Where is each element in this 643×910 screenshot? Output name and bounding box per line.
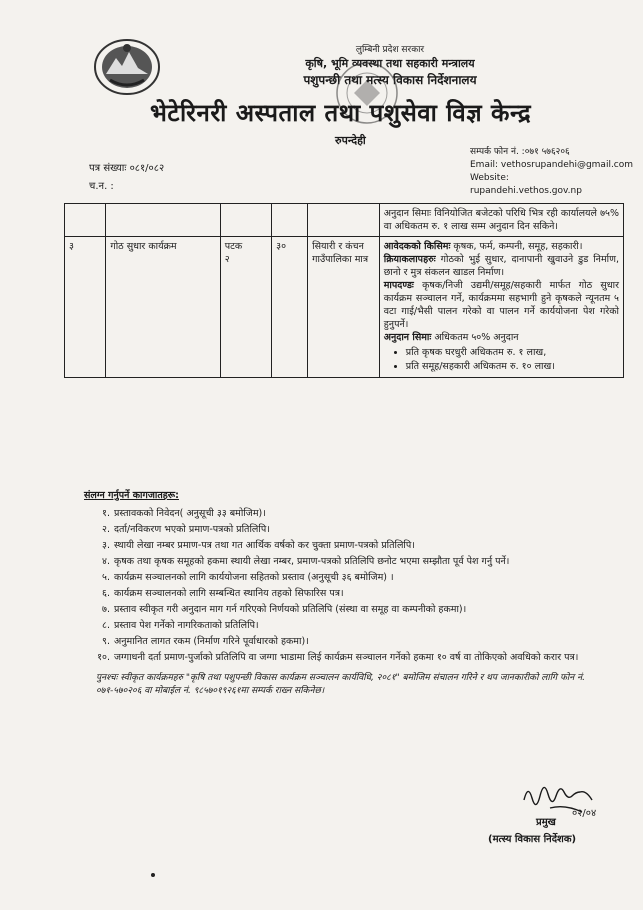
contact-block	[470, 146, 640, 198]
signature-icon	[520, 778, 600, 818]
list-item: २. दर्ता/नविकरण भएको प्रमाण-पत्रको प्रतिलिपि।	[102, 524, 270, 535]
list-item: ३. स्थायी लेखा नम्बर प्रमाण-पत्र तथा गत आर्थिक वर्षको कर चुक्ता प्रमाण-पत्रको प्रतिलिपि।	[102, 540, 415, 551]
contact-website[interactable]: rupandehi.vethos.gov.np	[470, 186, 582, 196]
list-item: ४. कृषक तथा कृषक समूहको हकमा स्थायी लेखा नम्बर, प्रमाण-पत्रको प्रतिलिपि छनोट भएमा सम्झौता पूर्व पेश गर्नु पर्ने।	[102, 556, 510, 567]
ink-dot	[151, 873, 155, 877]
unit-cell	[220, 237, 271, 378]
list-item: ९. अनुमानित लागत रकम (निर्माण गरिने पूर्वाधारको हकमा)।	[102, 636, 309, 647]
limit-label: अनुदान सिमाः	[383, 332, 432, 343]
grant-limit-text: अनुदान सिमाः विनियोजित बजेटको परिधि भित्र रही कार्यालयले ७५% वा अधिकतम रु. १ लाख सम्म अनुदान दिन सकिने।	[383, 208, 619, 232]
serial-number: ३	[65, 237, 106, 378]
activities-text: गोठको भुई सुधार, दानापानी खुवाउने डुड निर्माण, छानो र मुत्र संकलन खाडल निर्माण।	[383, 254, 619, 278]
contact-email[interactable]: Email: vethosrupandehi@gmail.com	[470, 160, 634, 170]
signature-date: ०२/०४	[572, 808, 597, 818]
grant-limit-cell	[379, 204, 623, 237]
list-item: १०. जग्गाधनी दर्ता प्रमाण-पुर्जाको प्रतिलिपि वा जग्गा भाडामा लिई कार्यक्रम सञ्चालन गर्नेको हकमा १० वर्ष वा तोकिएको अवधिको करार पत्र।	[97, 652, 579, 663]
applicant-label: आवेदकको किसिमः	[383, 241, 451, 252]
list-item: • प्रति समूह/सहकारी अधिकतम रु. १० लाख।	[406, 360, 619, 373]
activities	[384, 253, 619, 279]
limit-text: अधिकतम ५०% अनुदान	[434, 332, 519, 343]
table-row	[65, 237, 624, 378]
documents-title: संलग्न गर्नुपर्ने कागजातहरू:	[84, 490, 179, 501]
signatory-title: प्रमुख	[536, 817, 556, 828]
government-name: लुम्बिनी प्रदेश सरकार	[355, 45, 425, 55]
list-item: ८. प्रस्ताव पेश गर्नेको नागरिकताको प्रतिलिपि।	[102, 620, 259, 631]
ministry-name: कृषि, भूमि व्यवस्था तथा सहकारी मन्त्रालय	[305, 57, 475, 70]
program-details	[379, 237, 623, 378]
grant-limit	[384, 331, 619, 344]
list-item: १. प्रस्तावकको निवेदन( अनुसूची ३३ बमोजिम)।	[102, 508, 266, 519]
program-name: गोठ सुधार कार्यक्रम	[106, 237, 220, 378]
applicant-type	[384, 240, 619, 253]
reference-block	[89, 160, 164, 196]
signatory-office: (मत्स्य विकास निर्देशक)	[488, 834, 577, 845]
criteria-label: मापदण्डः	[383, 280, 414, 291]
quantity: ३०	[272, 237, 308, 378]
unit-label: पटक	[224, 241, 243, 252]
limit-list	[384, 346, 619, 373]
program-area: सियारी र कंचन गाउँपालिका मात्र	[308, 237, 380, 378]
criteria	[384, 279, 619, 331]
list-item: • प्रति कृषक घरधुरी अधिकतम रु. १ लाख,	[406, 346, 619, 359]
unit-count: २	[224, 254, 230, 265]
website-label: Website:	[470, 173, 509, 183]
letter-number: पत्र संख्याः ०८१/०८२	[89, 163, 165, 174]
table-row	[65, 204, 624, 237]
list-item: ५. कार्यक्रम सञ्चालनको लागि कार्ययोजना सहितको प्रस्ताव (अनुसूची ३६ बमोजिम) ।	[102, 572, 394, 583]
list-item: ७. प्रस्ताव स्वीकृत गरी अनुदान माग गर्न गरिएको निर्णयको प्रतिलिपि (संस्था वा समूह वा कम्पनीको हकमा)।	[102, 604, 467, 615]
criteria-text: कृषक/निजी उद्यमी/समूह/सहकारी मार्फत गोठ सुधार कार्यक्रम सञ्चालन गर्ने, कार्यक्रममा सहभागी हुने कृषकले न्यूनतम ५ वटा गाई/भैसी पालन गरेको वा पालन गर्ने कार्ययोजना पेश गरेको हुनुपर्ने।	[383, 280, 619, 330]
contact-phone: सम्पर्क फोन नं. :०७१ ५७६२०६	[470, 147, 570, 157]
nepal-emblem-icon	[92, 38, 162, 96]
applicant-text: कृषक, फर्म, कम्पनी, समूह, सहकारी।	[453, 241, 583, 252]
required-documents	[84, 488, 624, 698]
office-name: भेटेरिनरी अस्पताल तथा पशुसेवा विज्ञ केन्द्र	[150, 99, 532, 127]
dispatch-number: च.न. :	[89, 181, 114, 192]
directorate-name: पशुपन्छी तथा मत्स्य विकास निर्देशनालय	[303, 73, 477, 87]
activities-label: क्रियाकलापहरुः	[383, 254, 436, 265]
list-item: ६. कार्यक्रम सञ्चालनको लागि सम्बन्धित स्थानिय तहको सिफारिस पत्र।	[102, 588, 344, 599]
postscript-note: पुनश्चः स्वीकृत कार्यक्रमहरु "कृषि तथा पशुपन्छी विकास कार्यक्रम सञ्चालन कार्यविधि, २०८१" बमोजिम संचालन गरिने र थप जानकारीको लागि फोन नं. ०७१-५७०२०६ वा मोबाईल नं. ९८५७०१९२६१मा सम्पर्क राख्न सकिनेछ।	[96, 673, 585, 696]
program-table	[64, 203, 624, 378]
office-location: रुपन्देही	[335, 134, 366, 147]
